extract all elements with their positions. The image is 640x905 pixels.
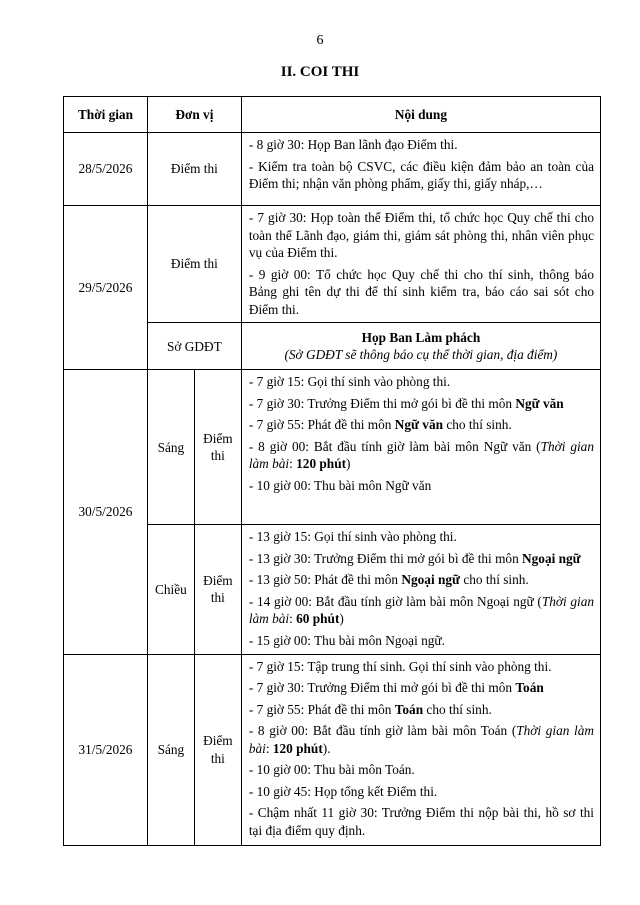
content-item: - Chậm nhất 11 giờ 30: Trưởng Điểm thi nộp bài thi, hồ sơ thi tại địa điểm quy định. (248, 805, 594, 838)
unit-cell: Điểm thi (194, 654, 241, 845)
table-row (64, 654, 601, 845)
table-row (64, 133, 601, 206)
content-item: - 10 giờ 00: Thu bài môn Toán. (248, 762, 415, 778)
content-item: - 8 giờ 30: Họp Ban lãnh đạo Điểm thi. (248, 137, 458, 152)
content-item: - 7 giờ 15: Gọi thí sinh vào phòng thi. (248, 374, 451, 390)
session-cell: Sáng (147, 370, 194, 525)
unit-cell: Điểm thi (194, 370, 241, 525)
meeting-note: (Sở GDĐT sẽ thông báo cụ thể thời gian, địa điểm) (284, 347, 558, 363)
meeting-title: Họp Ban Làm phách (361, 329, 481, 345)
content-item: - 9 giờ 00: Tổ chức học Quy chế thi cho thí sinh, thông báo Bảng ghi tên dự thi để thí sinh kiểm tra, báo cáo sai sót cho Điểm thi. (248, 266, 594, 317)
content-item: - Kiểm tra toàn bộ CSVC, các điều kiện đảm bảo an toàn của Điểm thi; nhận văn phòng phẩm, giấy thi, giấy nháp,… (248, 158, 594, 192)
content-cell (241, 525, 600, 654)
date-cell: 31/5/2026 (64, 654, 148, 845)
content-item: - 8 giờ 00: Bắt đầu tính giờ làm bài môn Ngữ văn (Thời gian làm bài: 120 phút) (248, 438, 594, 472)
content-item: - 13 giờ 30: Trưởng Điểm thi mở gói bì đề thi môn Ngoại ngữ (248, 550, 581, 566)
content-item: - 15 giờ 00: Thu bài môn Ngoại ngữ. (248, 633, 445, 649)
session-cell: Sáng (147, 654, 194, 845)
unit-cell: Sở GDĐT (147, 323, 241, 370)
unit-cell: Điểm thi (194, 525, 241, 654)
content-item: - 13 giờ 15: Gọi thí sinh vào phòng thi. (248, 529, 457, 545)
content-cell (241, 370, 600, 525)
content-item: - 14 giờ 00: Bắt đầu tính giờ làm bài môn Ngoại ngữ (Thời gian làm bài: 60 phút) (248, 593, 594, 627)
content-item: - 13 giờ 50: Phát đề thi môn Ngoại ngữ cho thí sinh. (248, 572, 529, 588)
section-title: II. COI THI (280, 64, 360, 80)
unit-cell: Điểm thi (147, 133, 241, 206)
content-item: - 10 giờ 45: Họp tổng kết Điểm thi. (248, 783, 438, 799)
content-item: - 7 giờ 30: Họp toàn thể Điểm thi, tổ chức học Quy chế thi cho toàn thể Lãnh đạo, giám thi, giám sát phòng thi, nhân viên phục vụ của Điểm thi. (248, 210, 594, 261)
content-item: - 8 giờ 00: Bắt đầu tính giờ làm bài môn Toán (Thời gian làm bài: 120 phút). (248, 723, 594, 756)
schedule-table (63, 96, 601, 846)
content-item: - 7 giờ 15: Tập trung thí sinh. Gọi thí sinh vào phòng thi. (248, 658, 552, 674)
content-item: - 10 giờ 00: Thu bài môn Ngữ văn (248, 478, 432, 494)
session-cell: Chiều (147, 525, 194, 654)
content-cell (241, 654, 600, 845)
header-content: Nội dung (241, 97, 600, 133)
header-time: Thời gian (64, 97, 148, 133)
content-item: - 7 giờ 30: Trưởng Điểm thi mở gói bì đề thi môn Ngữ văn (248, 395, 564, 411)
date-cell: 30/5/2026 (64, 370, 148, 654)
table-row (64, 370, 601, 525)
unit-cell: Điểm thi (147, 206, 241, 323)
content-item: - 7 giờ 30: Trưởng Điểm thi mở gói bì đề thi môn Toán (248, 680, 544, 696)
content-item: - 7 giờ 55: Phát đề thi môn Toán cho thí sinh. (248, 701, 492, 717)
date-cell: 29/5/2026 (64, 206, 148, 370)
meeting-cell (241, 323, 600, 370)
content-cell (241, 133, 600, 206)
header-row (64, 97, 601, 133)
content-item: - 7 giờ 55: Phát đề thi môn Ngữ văn cho thí sinh. (248, 417, 512, 433)
content-cell (241, 206, 600, 323)
table-row (64, 206, 601, 323)
page-number: 6 (316, 33, 324, 48)
date-cell: 28/5/2026 (64, 133, 148, 206)
header-unit: Đơn vị (147, 97, 241, 133)
